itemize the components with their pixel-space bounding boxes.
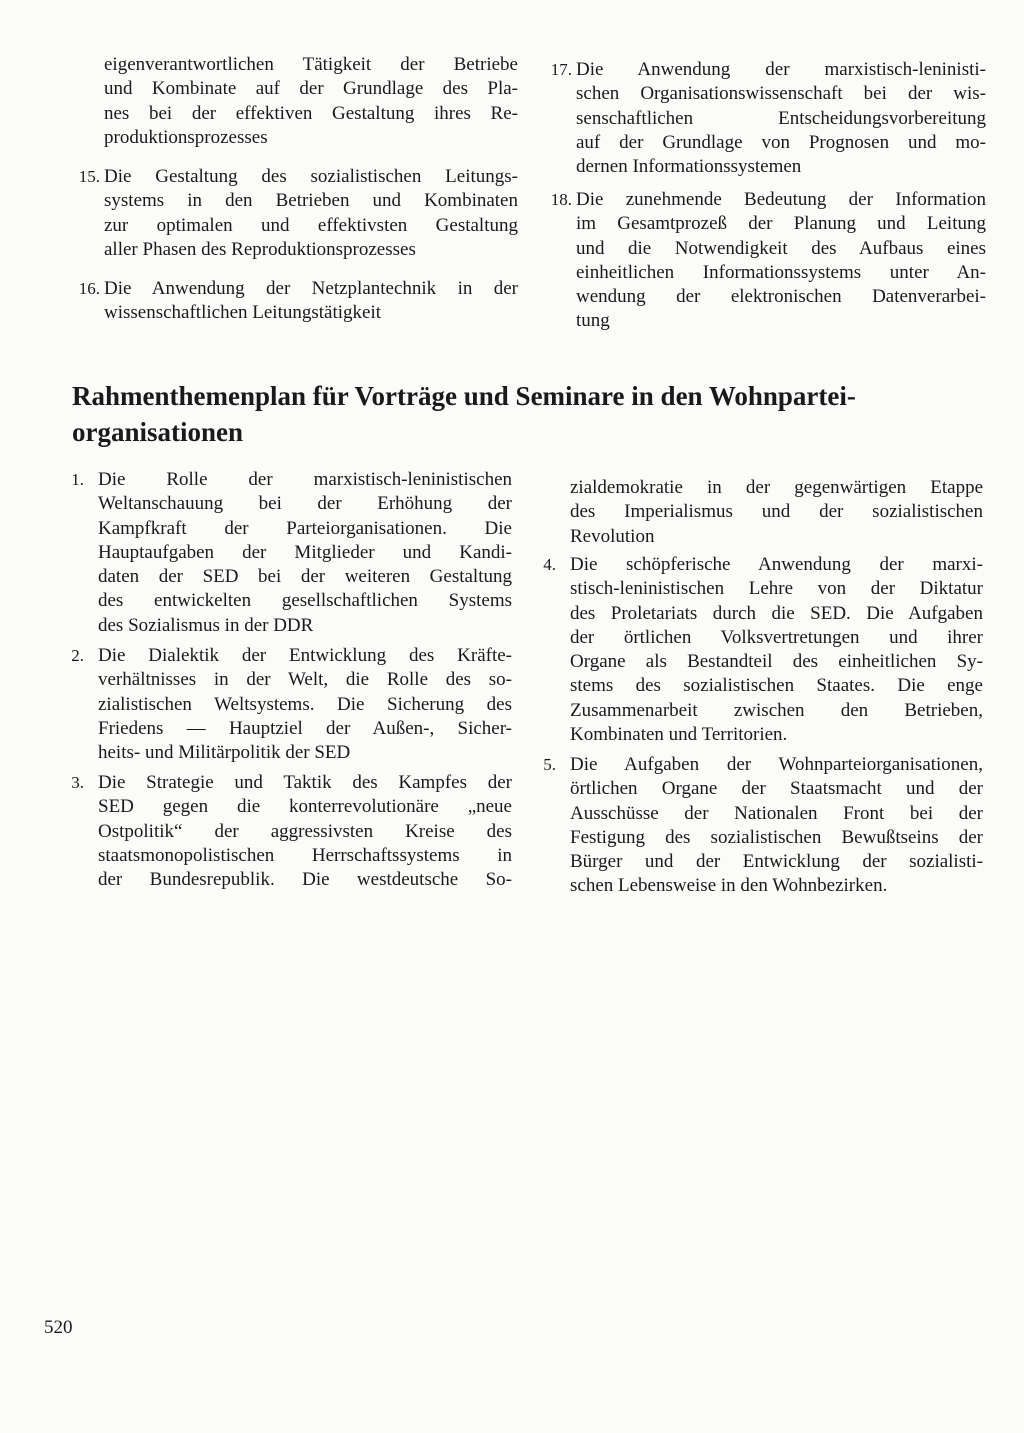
text-line: stems des sozialistischen Staates. Die enge bbox=[570, 675, 983, 697]
text-line: Kampfkraft der Parteiorganisationen. Die bbox=[98, 517, 512, 539]
list-item-17 bbox=[550, 58, 986, 179]
text-line: Organe als Bestandteil des einheitlichen Sy- bbox=[570, 651, 983, 673]
text-line: auf der Grundlage von Prognosen und mo- bbox=[576, 131, 986, 153]
text-line: Zusammenarbeit zwischen den Betrieben, bbox=[570, 699, 983, 721]
item-text bbox=[104, 165, 518, 262]
text-line: des Imperialismus und der sozialistischen bbox=[570, 501, 983, 523]
text-line: aller Phasen des Reproduktionsprozesses bbox=[104, 238, 416, 260]
item-number: 18. bbox=[550, 190, 572, 209]
text-line: wissenschaftlichen Leitungstätigkeit bbox=[104, 302, 382, 324]
text-line: schen Lebensweise in den Wohnbezirken. bbox=[570, 875, 888, 897]
text-line: Festigung des sozialistischen Bewußtseins der bbox=[570, 826, 983, 848]
section-heading bbox=[72, 378, 932, 450]
text-line: Friedens — Hauptziel der Außen-, Sicher- bbox=[98, 717, 512, 739]
text-line: der örtlichen Volksvertretungen und ihrer bbox=[570, 626, 983, 648]
text-line: Hauptaufgaben der Mitglieder und Kandi- bbox=[98, 541, 512, 563]
item-text bbox=[570, 553, 983, 747]
text-line: Revolution bbox=[570, 525, 655, 547]
text-line: eigenverantwortlichen Tätigkeit der Betriebe bbox=[104, 54, 518, 75]
item-continuation-bottom-right bbox=[570, 476, 983, 549]
list-item-18 bbox=[550, 188, 986, 334]
item-number: 3. bbox=[71, 773, 84, 792]
item-text bbox=[104, 277, 518, 326]
text-line: Die Dialektik der Entwicklung des Kräfte- bbox=[98, 645, 512, 666]
text-line: örtlichen Organe der Staatsmacht und der bbox=[570, 778, 983, 800]
item-text bbox=[576, 188, 986, 334]
item-text bbox=[98, 468, 512, 638]
text-line: des Sozialismus in der DDR bbox=[98, 614, 314, 636]
text-line: produktionsprozesses bbox=[104, 126, 268, 148]
item-number: 4. bbox=[543, 555, 556, 574]
text-line: daten der SED bei der weiteren Gestaltung bbox=[98, 566, 512, 588]
text-line: Die Anwendung der Netzplantechnik in der bbox=[104, 278, 518, 299]
list-item-2 bbox=[71, 644, 512, 765]
text-line: zialistischen Weltsystems. Die Sicherung des bbox=[98, 693, 512, 715]
text-line: Bürger und der Entwicklung der sozialisti- bbox=[570, 851, 983, 873]
item-text bbox=[98, 644, 512, 765]
item-number: 17. bbox=[550, 60, 572, 79]
text-line: heits- und Militärpolitik der SED bbox=[98, 742, 351, 764]
item-text bbox=[104, 53, 518, 150]
text-line: und Kombinate auf der Grundlage des Pla- bbox=[104, 78, 518, 100]
item-continuation-top-left bbox=[104, 53, 518, 150]
text-line: schen Organisationswissenschaft bei der wis- bbox=[576, 83, 986, 105]
item-text bbox=[98, 771, 512, 892]
text-line: Ausschüsse der Nationalen Front bei der bbox=[570, 802, 983, 824]
heading-line: organisationen bbox=[72, 417, 244, 447]
text-line: einheitlichen Informationssystems unter An- bbox=[576, 261, 986, 283]
text-line: zur optimalen und effektivsten Gestaltung bbox=[104, 214, 518, 236]
item-number: 5. bbox=[543, 755, 556, 774]
text-line: senschaftlichen Entscheidungsvorbereitung bbox=[576, 107, 986, 129]
text-line: stisch-leninistischen Lehre von der Diktatur bbox=[570, 578, 983, 600]
text-line: SED gegen die konterrevolutionäre „neue bbox=[98, 796, 512, 818]
list-item-15 bbox=[78, 165, 518, 262]
text-line: Die schöpferische Anwendung der marxi- bbox=[570, 554, 983, 575]
text-line: wendung der elektronischen Datenverarbei- bbox=[576, 286, 986, 308]
text-line: Ostpolitik“ der aggressivsten Kreise des bbox=[98, 820, 512, 842]
text-line: Die Rolle der marxistisch-leninistischen bbox=[98, 469, 512, 490]
item-number: 2. bbox=[71, 646, 84, 665]
text-line: Weltanschauung bei der Erhöhung der bbox=[98, 493, 512, 515]
text-line: zialdemokratie in der gegenwärtigen Etappe bbox=[570, 477, 983, 498]
list-item-4 bbox=[543, 553, 983, 747]
list-item-5 bbox=[543, 753, 983, 899]
text-line: Die Gestaltung des sozialistischen Leitungs- bbox=[104, 166, 518, 187]
heading-line: Rahmenthemenplan für Vorträge und Seminare in den Wohnpartei- bbox=[72, 381, 856, 411]
list-item-3 bbox=[71, 771, 512, 892]
text-line: tung bbox=[576, 310, 610, 332]
text-line: des entwickelten gesellschaftlichen Systems bbox=[98, 590, 512, 612]
item-number: 1. bbox=[71, 470, 84, 489]
text-line: Die zunehmende Bedeutung der Information bbox=[576, 189, 986, 210]
text-line: dernen Informationssystemen bbox=[576, 156, 802, 178]
item-number: 16. bbox=[78, 279, 100, 298]
item-number: 15. bbox=[78, 167, 100, 186]
list-item-16 bbox=[78, 277, 518, 326]
text-line: systems in den Betrieben und Kombinaten bbox=[104, 190, 518, 212]
text-line: im Gesamtprozeß der Planung und Leitung bbox=[576, 213, 986, 235]
list-item-1 bbox=[71, 468, 512, 638]
text-line: Die Aufgaben der Wohnparteiorganisationen, bbox=[570, 754, 983, 775]
item-text bbox=[576, 58, 986, 179]
text-line: des Proletariats durch die SED. Die Aufgaben bbox=[570, 602, 983, 624]
text-line: Die Anwendung der marxistisch-leninisti- bbox=[576, 59, 986, 80]
text-line: der Bundesrepublik. Die westdeutsche So- bbox=[98, 869, 512, 891]
item-text bbox=[570, 753, 983, 899]
text-line: nes bei der effektiven Gestaltung ihres Re- bbox=[104, 102, 518, 124]
item-text bbox=[570, 476, 983, 549]
page-number: 520 bbox=[44, 1317, 73, 1338]
text-line: und die Notwendigkeit des Aufbaus eines bbox=[576, 237, 986, 259]
text-line: staatsmonopolistischen Herrschaftssystems in bbox=[98, 844, 512, 866]
text-line: Kombinaten und Territorien. bbox=[570, 724, 788, 746]
text-line: Die Strategie und Taktik des Kampfes der bbox=[98, 772, 512, 793]
text-line: verhältnisses in der Welt, die Rolle des so- bbox=[98, 669, 512, 691]
